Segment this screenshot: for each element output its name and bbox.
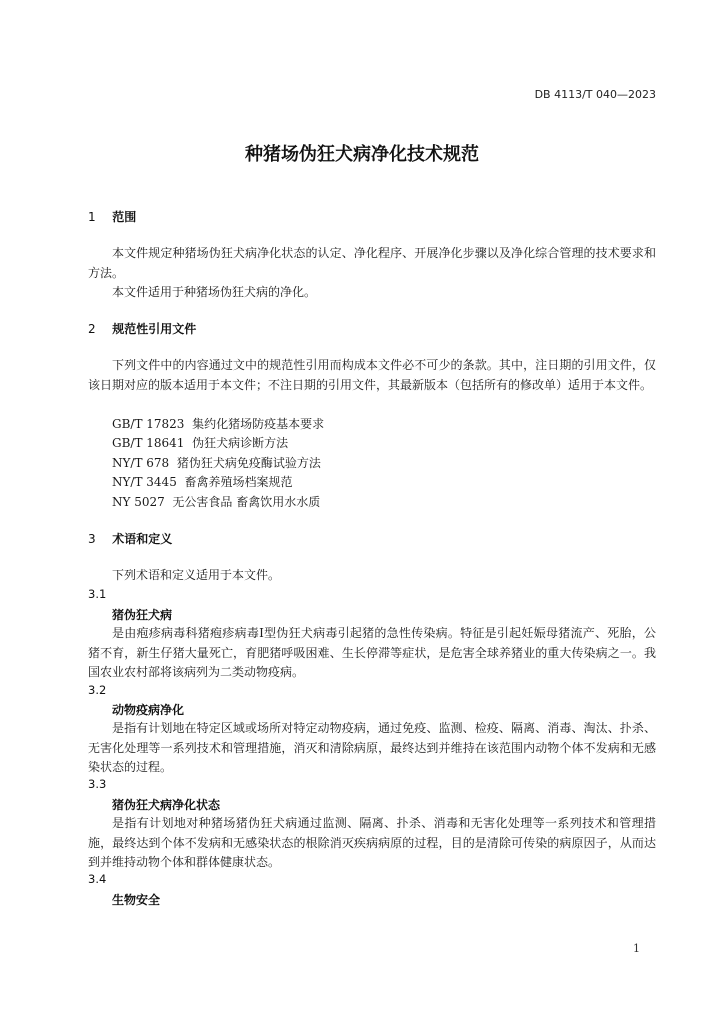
normative-reference: NY/T 678 猪伪狂犬病免疫酶试验方法: [112, 456, 321, 470]
term-definition: 是由疱疹病毒科猪疱疹病毒Ⅰ型伪狂犬病毒引起猪的急性传染病。特征是引起妊娠母猪流产、死胎，公猪不育，新生仔猪大量死亡，育肥猪呼吸困难、生长停滞等症状，是危害全球养猪业的重大传染病之一。我国农业农村部将该病列为二类动物疫病。: [88, 626, 656, 679]
term-name: 猪伪狂犬病: [112, 608, 173, 622]
normative-reference: GB/T 17823 集约化猪场防疫基本要求: [112, 417, 325, 431]
term-name: 生物安全: [112, 893, 161, 907]
section-title: 规范性引用文件: [112, 322, 197, 336]
section-number: 3: [88, 532, 96, 546]
section-number: 2: [88, 322, 96, 336]
section-title: 范围: [112, 210, 137, 224]
normative-reference: NY 5027 无公害食品 畜禽饮用水水质: [112, 495, 321, 509]
term-number: 3.2: [88, 683, 107, 697]
section-1-paragraph-1: 本文件规定种猪场伪狂犬病净化状态的认定、净化程序、开展净化步骤以及净化综合管理的技术要求和方法。: [88, 246, 656, 280]
section-2-paragraph-1: 下列文件中的内容通过文中的规范性引用而构成本文件必不可少的条款。其中，注日期的引用文件，仅该日期对应的版本适用于本文件；不注日期的引用文件，其最新版本（包括所有的修改单）适用于本文件。: [88, 358, 656, 392]
term-definition: 是指有计划地对种猪场猪伪狂犬病通过监测、隔离、扑杀、消毒和无害化处理等一系列技术和管理措施，最终达到个体不发病和无感染状态的根除消灭疾病病原的过程，目的是清除可传染的病原因子，从而达到并维持动物个体和群体健康状态。: [88, 816, 656, 869]
term-definition: 是指有计划地在特定区域或场所对特定动物疫病，通过免疫、监测、检疫、隔离、消毒、淘汰、扑杀、无害化处理等一系列技术和管理措施，消灭和清除病原，最终达到并维持在该范围内动物个体不发病和无感染状态的过程。: [88, 721, 656, 774]
section-1-paragraph-2: 本文件适用于种猪场伪狂犬病的净化。: [112, 285, 317, 299]
term-number: 3.4: [88, 872, 107, 886]
section-2-heading: [88, 320, 196, 337]
page-number: 1: [633, 942, 640, 955]
term-number: 3.3: [88, 777, 107, 791]
section-number: 1: [88, 210, 96, 224]
document-code: DB 4113/T 040—2023: [534, 88, 656, 101]
normative-reference: GB/T 18641 伪狂犬病诊断方法: [112, 436, 289, 450]
term-name: 猪伪狂犬病净化状态: [112, 798, 221, 812]
normative-reference: NY/T 3445 畜禽养殖场档案规范: [112, 475, 293, 489]
term-name: 动物疫病净化: [112, 703, 185, 717]
document-title: 种猪场伪狂犬病净化技术规范: [245, 144, 479, 165]
term-number: 3.1: [88, 587, 107, 601]
section-3-heading: [88, 530, 172, 547]
section-1-heading: [88, 208, 136, 225]
section-title: 术语和定义: [112, 532, 173, 546]
section-3-intro: 下列术语和定义适用于本文件。: [112, 568, 281, 582]
